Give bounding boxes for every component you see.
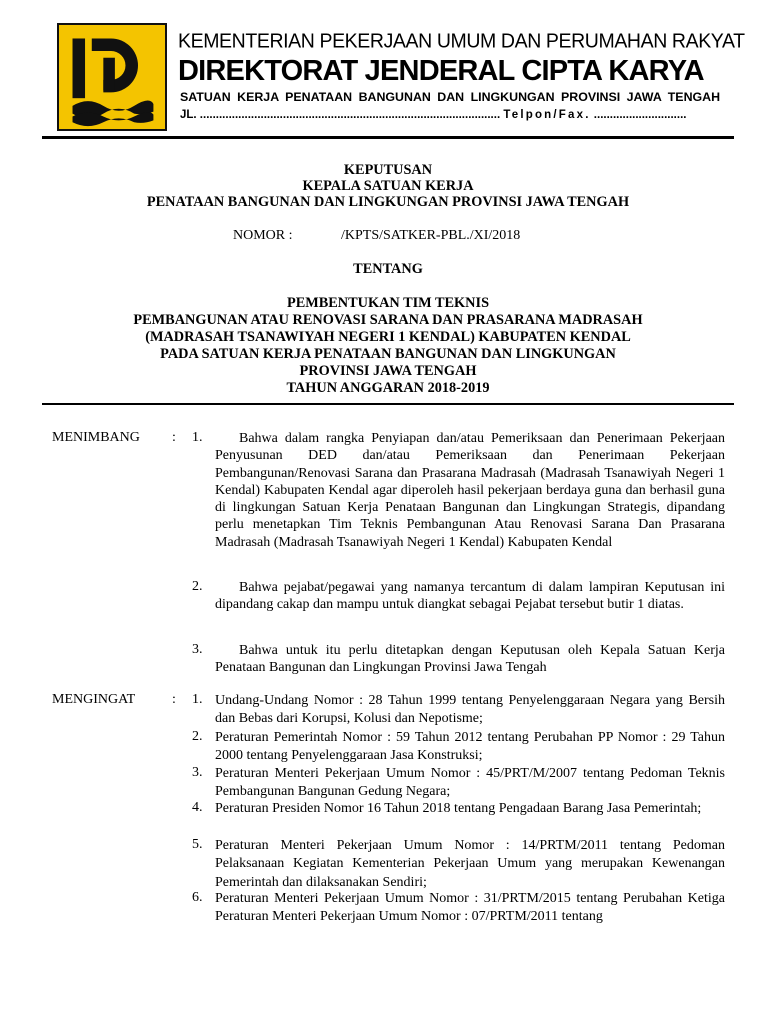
menimbang-label: MENIMBANG xyxy=(52,430,140,445)
mengingat-item-number: 6. xyxy=(192,890,203,905)
ministry-logo xyxy=(57,23,167,131)
menimbang-item-text: Bahwa pejabat/pegawai yang namanya tercantum di dalam lampiran Keputusan ini dipandang cakap dan mampu untuk diangkat sebagai Pejabat tersebut butir 1 diatas. xyxy=(215,580,725,613)
subject-line: (MADRASAH TSANAWIYAH NEGERI 1 KENDAL) KABUPATEN KENDAL xyxy=(145,329,631,345)
subject-line: PROVINSI JAWA TENGAH xyxy=(299,363,477,379)
menimbang-item-number: 2. xyxy=(192,579,203,594)
ministry-name: KEMENTERIAN PEKERJAAN UMUM DAN PERUMAHAN RAKYAT xyxy=(178,29,745,53)
mengingat-item-text: Undang-Undang Nomor : 28 Tahun 1999 tentang Penyelenggaraan Negara yang Bersih dan Bebas dari Korupsi, Kolusi dan Nepotisme; xyxy=(215,693,725,727)
directorate-name: DIREKTORAT JENDERAL CIPTA KARYA xyxy=(178,55,704,87)
menimbang-item-text: Bahwa untuk itu perlu ditetapkan dengan Keputusan oleh Kepala Satuan Kerja Penataan Bangunan dan Lingkungan Provinsi Jawa Tengah xyxy=(215,643,725,676)
menimbang-item-number: 1. xyxy=(192,430,203,445)
title-line-3: PENATAAN BANGUNAN DAN LINGKUNGAN PROVINSI JAWA TENGAH xyxy=(146,194,630,210)
mengingat-item-text: Peraturan Menteri Pekerjaan Umum Nomor : 45/PRT/M/2007 tentang Pedoman Teknis Pembangunan Bangunan Gedung Negara; xyxy=(215,766,725,800)
menimbang-item-number: 3. xyxy=(192,642,203,657)
title-line-2: KEPALA SATUAN KERJA xyxy=(302,178,474,194)
mengingat-item-text: Peraturan Menteri Pekerjaan Umum Nomor : 31/PRTM/2015 tentang Perubahan Ketiga Peraturan Menteri Pekerjaan Umum Nomor : 07/PRTM/2011 tentang xyxy=(215,891,725,925)
mengingat-item-number: 3. xyxy=(192,765,203,780)
subject-line: TAHUN ANGGARAN 2018-2019 xyxy=(286,380,490,396)
nomor-value: /KPTS/SATKER-PBL./XI/2018 xyxy=(341,228,521,243)
title-line-1: KEPUTUSAN xyxy=(343,162,433,178)
address-label: JL. .............................................................................................. xyxy=(180,109,501,121)
address-line xyxy=(180,109,710,121)
title-divider xyxy=(42,403,734,405)
mengingat-item-text: Peraturan Pemerintah Nomor : 59 Tahun 2012 tentang Perubahan PP Nomor : 29 Tahun 2000 tentang Penyelenggaraan Jasa Konstruksi; xyxy=(215,730,725,764)
menimbang-item-text: Bahwa dalam rangka Penyiapan dan/atau Pemeriksaan dan Penerimaan Pekerjaan Penyusunan DED dan/atau Pemeriksaan dan Penerimaan Pekerjaan Pembangunan/Renovasi Sarana dan Prasarana Madrasah (Madrasah Tsanawiyah Negeri 1 Kendal) Kabupaten Kendal agar diperoleh hasil pekerjaan berdaya guna dan berhasil guna di lingkungan Satuan Kerja Penataan Bangunan dan Lingkungan Strategis, dipandang perlu menetapkan Tim Teknis Pembangunan Atau Renovasi Sarana Dan Prasarana Madrasah (Madrasah Tsanawiyah Negeri 1 Kendal) Kabupaten Kendal xyxy=(215,431,725,550)
subject-line: PEMBENTUKAN TIM TEKNIS xyxy=(286,295,490,311)
subject-line: PADA SATUAN KERJA PENATAAN BANGUNAN DAN LINGKUNGAN xyxy=(160,346,616,362)
letterhead-divider xyxy=(42,136,734,139)
decree-subject xyxy=(42,295,734,397)
mengingat-label: MENGINGAT xyxy=(52,692,136,707)
menimbang-colon: : xyxy=(172,430,176,445)
decree-title xyxy=(42,162,734,210)
mengingat-item-text: Peraturan Presiden Nomor 16 Tahun 2018 tentang Pengadaan Barang Jasa Pemerintah; xyxy=(215,801,702,816)
pu-emblem-icon xyxy=(59,25,165,129)
work-unit-name: SATUAN KERJA PENATAAN BANGUNAN DAN LINGKUNGAN PROVINSI JAWA TENGAH xyxy=(180,90,721,104)
subject-line: PEMBANGUNAN ATAU RENOVASI SARANA DAN PRASARANA MADRASAH xyxy=(133,312,643,328)
mengingat-item-number: 2. xyxy=(192,729,203,744)
mengingat-item-number: 1. xyxy=(192,692,203,707)
tentang-heading: TENTANG xyxy=(353,261,423,277)
phone-label: Telpon/Fax. xyxy=(503,109,591,121)
mengingat-item-number: 5. xyxy=(192,837,203,852)
nomor-label: NOMOR : xyxy=(233,228,293,243)
phone-dots: ............................. xyxy=(590,109,687,121)
mengingat-colon: : xyxy=(172,692,176,707)
mengingat-item-number: 4. xyxy=(192,800,203,815)
mengingat-item-text: Peraturan Menteri Pekerjaan Umum Nomor : 14/PRTM/2011 tentang Pedoman Pelaksanaan Kegiatan Kementerian Pekerjaan Umum yang merupakan Kewenangan Pemerintah dan dilaksanakan Sendiri; xyxy=(215,838,725,890)
letterhead xyxy=(0,0,768,140)
